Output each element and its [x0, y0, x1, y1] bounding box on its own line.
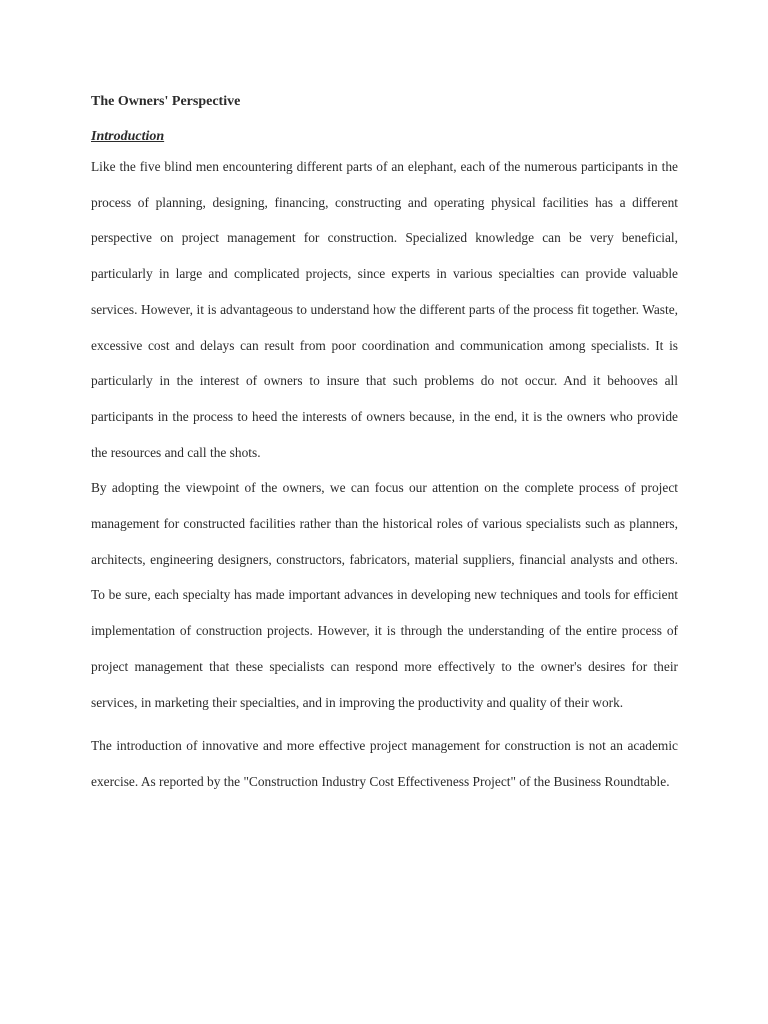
paragraph-1: Like the five blind men encountering different parts of an elephant, each of the numerous participants in the process of planning, designing, financing, constructing and operating physical facilities has a different perspective on project management for construction. Specialized knowledge can be very beneficial, particularly in large and complicated projects, since experts in various specialties can provide valuable services. However, it is advantageous to understand how the different parts of the process fit together. Waste, excessive cost and delays can result from poor coordination and communication among specialists. It is particularly in the interest of owners to insure that such problems do not occur. And it behooves all participants in the process to heed the interests of owners because, in the end, it is the owners who provide the resources and call the shots. [91, 159, 678, 460]
paragraph-3: The introduction of innovative and more effective project management for construction is not an academic exercise. As reported by the "Construction Industry Cost Effectiveness Project" of the Business Roundtable. [91, 738, 678, 789]
document-title: The Owners' Perspective [91, 94, 241, 109]
paragraph-2: By adopting the viewpoint of the owners, we can focus our attention on the complete process of project management for constructed facilities rather than the historical roles of various specialists such as planners, architects, engineering designers, constructors, fabricators, material suppliers, financial analysts and others. To be sure, each specialty has made important advances in developing new techniques and tools for efficient implementation of construction projects. However, it is through the understanding of the entire process of project management that these specialists can respond more effectively to the owner's desires for their services, in marketing their specialties, and in improving the productivity and quality of their work. [91, 480, 678, 710]
section-heading-introduction: Introduction [91, 129, 165, 144]
document-body [91, 90, 678, 800]
